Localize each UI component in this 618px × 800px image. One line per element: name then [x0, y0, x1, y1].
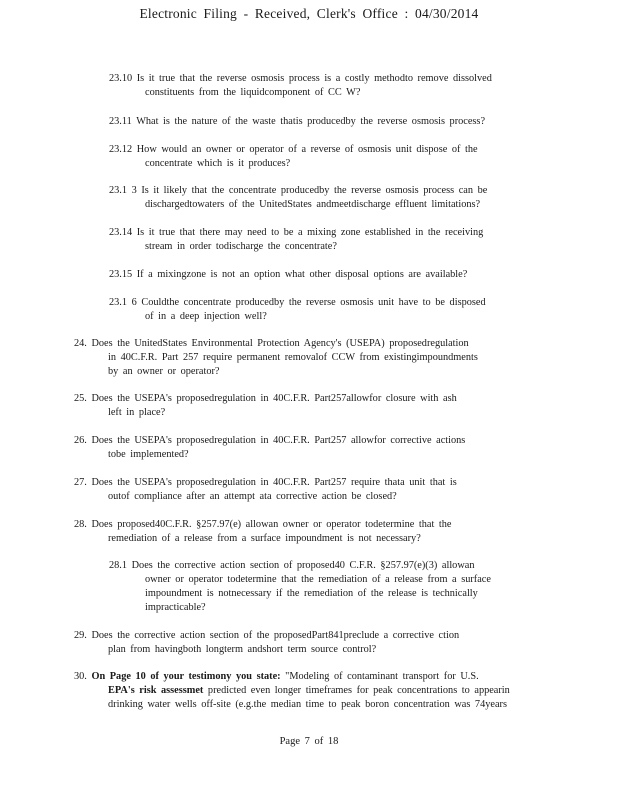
question-text: outof compliance after an attempt ata corrective action be closed?: [108, 491, 397, 502]
question-28: [74, 518, 452, 546]
question-number: 30.: [74, 671, 87, 682]
question-text-bold: On Page 10 of your testimony you state:: [91, 671, 286, 682]
question-number: 23.10: [109, 73, 133, 84]
question-text: How would an owner or operator of a reverse of osmosis unit dispose of the: [136, 144, 478, 155]
question-text: of in a deep injection well?: [145, 311, 267, 322]
question-text: predicted even longer timeframes for peak concentrations to appearin: [203, 685, 510, 696]
question-text: concentrate which is it produces?: [145, 158, 291, 169]
question-text: Does the USEPA's proposedregulation in 40C.F.R. Part257 require thata unit that is: [91, 477, 457, 488]
question-text: dischargedtowaters of the UnitedStates andmeetdischarge effluent limitations?: [145, 199, 481, 210]
question-number: 25.: [74, 393, 87, 404]
question-24: [74, 337, 478, 379]
question-28-1: [109, 559, 491, 615]
question-27: [74, 476, 457, 504]
question-text: owner or operator todetermine that the remediation of a release from a surface: [145, 574, 491, 585]
question-number: 23.1 3: [109, 185, 137, 196]
question-number: 23.11: [109, 116, 132, 127]
question-25: [74, 392, 457, 420]
question-23-12: [109, 143, 478, 171]
question-number: 27.: [74, 477, 87, 488]
question-number: 24.: [74, 338, 87, 349]
question-number: 28.1: [109, 560, 128, 571]
question-text: remediation of a release from a surface impoundment is not necessary?: [108, 533, 421, 544]
question-text: What is the nature of the waste thatis producedby the reverse osmosis process?: [136, 116, 486, 127]
question-number: 23.1 6: [109, 297, 137, 308]
question-text: tobe implemented?: [108, 449, 189, 460]
question-number: 23.15: [109, 269, 133, 280]
question-text-bold: EPA's risk assessmet: [108, 685, 204, 696]
question-text: plan from havingboth longterm andshort term source control?: [108, 644, 377, 655]
question-text: Is it true that there may need to be a mixing zone established in the receiving: [136, 227, 484, 238]
question-23-15: [109, 268, 467, 282]
question-text: Does the corrective action section of the proposedPart841preclude a corrective ction: [91, 630, 460, 641]
question-text: impoundment is notnecessary if the remediation of the release is technically: [145, 588, 478, 599]
question-text: left in place?: [108, 407, 166, 418]
question-text: Does the USEPA's proposedregulation in 40C.F.R. Part257allowfor closure with ash: [91, 393, 457, 404]
question-23-13: [109, 184, 487, 212]
page-number: Page 7 of 18: [279, 736, 339, 747]
question-text: [74, 684, 510, 698]
question-number: 23.14: [109, 227, 133, 238]
question-text: in 40C.F.R. Part 257 require permanent removalof CCW from existingimpoundments: [108, 352, 478, 363]
question-number: 28.: [74, 519, 87, 530]
question-30: [74, 670, 510, 712]
question-text: Couldthe concentrate producedby the reverse osmosis unit have to be disposed: [141, 297, 486, 308]
question-text: constituents from the liquidcomponent of CC W?: [145, 87, 361, 98]
question-text: "Modeling of contaminant transport for U.S.: [285, 671, 479, 682]
question-23-11: [109, 115, 485, 129]
question-text: Does the USEPA's proposedregulation in 40C.F.R. Part257 allowfor corrective actions: [91, 435, 466, 446]
question-23-16: [109, 296, 486, 324]
page-header: Electronic Filing - Received, Clerk's Office : 04/30/2014: [139, 6, 479, 21]
question-text: Is it likely that the concentrate producedby the reverse osmosis process can be: [141, 185, 488, 196]
question-text: Does proposed40C.F.R. §257.97(e) allowan owner or operator todetermine that the: [91, 519, 452, 530]
question-number: 29.: [74, 630, 87, 641]
question-text: by an owner or operator?: [108, 366, 220, 377]
question-text: If a mixingzone is not an option what other disposal options are available?: [136, 269, 468, 280]
question-text: Does the corrective action section of proposed40 C.F.R. §257.97(e)(3) allowan: [131, 560, 475, 571]
question-text: drinking water wells off-site (e.g.the median time to peak boron concentration was 74years: [108, 699, 507, 710]
question-text: stream in order todischarge the concentrate?: [145, 241, 337, 252]
question-26: [74, 434, 465, 462]
question-23-10: [109, 72, 492, 100]
question-text: impracticable?: [145, 602, 206, 613]
question-text: Is it true that the reverse osmosis process is a costly methodto remove dissolved: [136, 73, 492, 84]
question-number: 26.: [74, 435, 87, 446]
question-23-14: [109, 226, 483, 254]
question-29: [74, 629, 459, 657]
question-number: 23.12: [109, 144, 133, 155]
question-text: Does the UnitedStates Environmental Protection Agency's (USEPA) proposedregulation: [91, 338, 469, 349]
